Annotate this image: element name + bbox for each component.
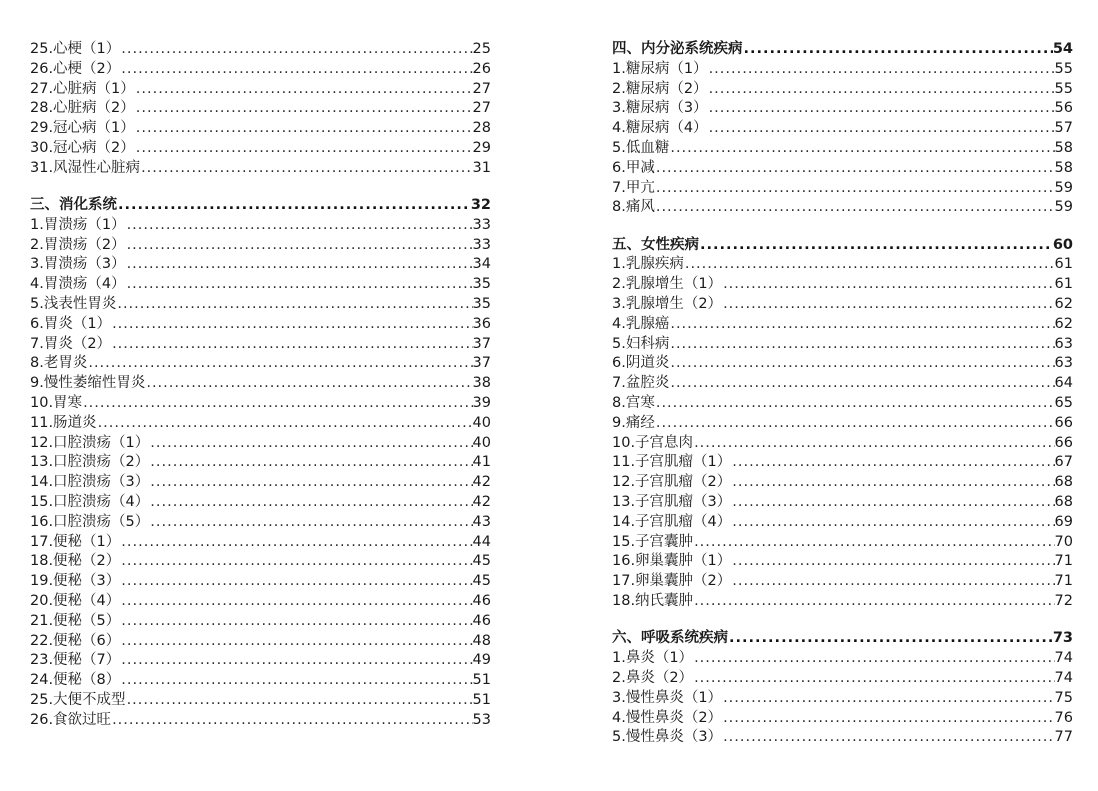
dot-leader bbox=[693, 592, 1054, 612]
dot-leader bbox=[126, 255, 473, 275]
toc-entry-title: 2.糖尿病（2） bbox=[612, 80, 708, 97]
toc-entry-page-number: 71 bbox=[1054, 553, 1073, 570]
toc-entry-title: 25.心梗（1） bbox=[30, 41, 121, 57]
toc-entry bbox=[30, 40, 491, 60]
toc-entry-page-number: 42 bbox=[472, 494, 491, 511]
dot-leader bbox=[731, 572, 1054, 592]
dot-leader bbox=[116, 295, 472, 315]
toc-entry bbox=[30, 671, 491, 691]
toc-section-heading bbox=[30, 196, 491, 216]
toc-entry-title: 12.口腔溃疡（1） bbox=[30, 434, 150, 451]
toc-entry-title: 5.妇科病 bbox=[612, 335, 670, 352]
toc-entry-title: 26.食欲过旺 bbox=[30, 711, 112, 728]
toc-entry-title: 17.便秘（1） bbox=[30, 533, 121, 550]
toc-entry bbox=[30, 255, 491, 275]
dot-leader bbox=[655, 198, 1055, 218]
toc-entry-page-number: 59 bbox=[1054, 179, 1073, 196]
toc-entry bbox=[30, 139, 491, 159]
toc-entry bbox=[612, 394, 1073, 414]
dot-leader bbox=[111, 711, 472, 731]
toc-entry-page-number: 67 bbox=[1054, 454, 1073, 471]
toc-entry-page-number: 48 bbox=[472, 632, 491, 649]
toc-entry-title: 1.胃溃疡（1） bbox=[30, 216, 126, 233]
toc-entry-title: 17.卵巢囊肿（2） bbox=[612, 573, 732, 590]
toc-entry-title: 21.便秘（5） bbox=[30, 612, 121, 629]
toc-entry-page-number: 29 bbox=[472, 139, 491, 156]
toc-section bbox=[612, 629, 1073, 748]
toc-entry-page-number: 46 bbox=[472, 612, 491, 629]
toc-entry-page-number: 35 bbox=[472, 276, 491, 293]
toc-entry-title: 18.纳氏囊肿 bbox=[612, 593, 694, 610]
toc-entry bbox=[30, 552, 491, 572]
toc-entry bbox=[612, 434, 1073, 454]
section-heading-page-number: 32 bbox=[470, 197, 491, 214]
toc-entry-page-number: 53 bbox=[472, 711, 491, 728]
dot-leader bbox=[722, 295, 1054, 315]
toc-entry-page-number: 37 bbox=[472, 355, 491, 372]
toc-entry-page-number: 69 bbox=[1054, 513, 1073, 530]
toc-entry bbox=[612, 728, 1073, 748]
dot-leader bbox=[669, 374, 1054, 394]
toc-entry-title: 30.冠心病（2） bbox=[30, 139, 135, 156]
dot-leader bbox=[120, 533, 472, 553]
toc-entry bbox=[30, 592, 491, 612]
section-heading-title: 四、内分泌系统疾病 bbox=[612, 41, 743, 57]
dot-leader bbox=[120, 651, 472, 671]
toc-entry-page-number: 42 bbox=[472, 474, 491, 491]
toc-entry-page-number: 55 bbox=[1054, 60, 1073, 77]
toc-entry-title: 5.低血糖 bbox=[612, 139, 670, 156]
toc-entry-page-number: 38 bbox=[472, 375, 491, 392]
toc-entry-title: 9.慢性萎缩性胃炎 bbox=[30, 375, 146, 392]
toc-entry bbox=[30, 453, 491, 473]
dot-leader bbox=[708, 80, 1055, 100]
toc-entry bbox=[30, 354, 491, 374]
toc-entry-title: 2.胃溃疡（2） bbox=[30, 236, 126, 253]
toc-entry bbox=[30, 374, 491, 394]
section-heading-page-number: 73 bbox=[1052, 630, 1073, 647]
toc-entry-title: 26.心梗（2） bbox=[30, 60, 121, 77]
dot-leader bbox=[120, 552, 472, 572]
dot-leader bbox=[693, 533, 1054, 553]
toc-entry-title: 3.乳腺增生（2） bbox=[612, 296, 723, 313]
toc-entry-title: 10.子宫息肉 bbox=[612, 434, 694, 451]
dot-leader bbox=[120, 592, 472, 612]
toc-entry-page-number: 63 bbox=[1054, 355, 1073, 372]
toc-entry bbox=[30, 473, 491, 493]
dot-leader bbox=[669, 315, 1054, 335]
toc-entry-page-number: 70 bbox=[1054, 533, 1073, 550]
section-heading-page-number: 60 bbox=[1052, 236, 1073, 253]
toc-entry bbox=[612, 335, 1073, 355]
toc-entry bbox=[612, 374, 1073, 394]
dot-leader bbox=[126, 236, 473, 256]
toc-column-left bbox=[30, 40, 491, 731]
toc-entry bbox=[612, 275, 1073, 295]
toc-entry bbox=[612, 159, 1073, 179]
toc-entry-page-number: 40 bbox=[472, 434, 491, 451]
toc-entry-page-number: 45 bbox=[472, 553, 491, 570]
dot-leader bbox=[731, 513, 1054, 533]
toc-entry-page-number: 58 bbox=[1054, 139, 1073, 156]
toc-entry bbox=[612, 295, 1073, 315]
toc-entry bbox=[612, 513, 1073, 533]
toc-entry-title: 1.糖尿病（1） bbox=[612, 60, 708, 77]
toc-section bbox=[30, 196, 491, 731]
toc-entry-title: 4.糖尿病（4） bbox=[612, 120, 708, 137]
toc-entry-title: 23.便秘（7） bbox=[30, 652, 121, 669]
toc-entry-page-number: 41 bbox=[472, 454, 491, 471]
toc-entry-page-number: 51 bbox=[472, 672, 491, 689]
dot-leader bbox=[120, 40, 472, 60]
dot-leader bbox=[120, 632, 472, 652]
dot-leader bbox=[722, 709, 1054, 729]
toc-entry-page-number: 31 bbox=[472, 159, 491, 176]
toc-entry bbox=[30, 295, 491, 315]
toc-entry-title: 27.心脏病（1） bbox=[30, 80, 135, 97]
dot-leader bbox=[699, 236, 1053, 256]
toc-entry bbox=[30, 493, 491, 513]
toc-entry bbox=[30, 60, 491, 80]
dot-leader bbox=[117, 196, 471, 216]
toc-entry bbox=[612, 453, 1073, 473]
toc-entry-title: 7.甲亢 bbox=[612, 179, 655, 196]
toc-section bbox=[30, 40, 491, 179]
toc-entry-title: 29.冠心病（1） bbox=[30, 120, 135, 137]
dot-leader bbox=[693, 434, 1054, 454]
dot-leader bbox=[120, 612, 472, 632]
toc-entry-page-number: 33 bbox=[472, 236, 491, 253]
toc-entry-page-number: 51 bbox=[472, 692, 491, 708]
toc-section bbox=[612, 40, 1073, 218]
toc-entry-title: 3.慢性鼻炎（1） bbox=[612, 689, 723, 706]
toc-entry-title: 10.胃寒 bbox=[30, 395, 83, 412]
toc-entry-page-number: 34 bbox=[472, 256, 491, 273]
dot-leader bbox=[135, 80, 473, 100]
toc-entry-page-number: 64 bbox=[1054, 375, 1073, 392]
toc-entry-title: 4.慢性鼻炎（2） bbox=[612, 709, 723, 726]
toc-entry bbox=[612, 119, 1073, 139]
toc-entry-title: 7.胃炎（2） bbox=[30, 335, 112, 352]
toc-column-right bbox=[612, 40, 1073, 748]
toc-entry bbox=[30, 632, 491, 652]
dot-leader bbox=[126, 275, 473, 295]
toc-entry-title: 16.卵巢囊肿（1） bbox=[612, 553, 732, 570]
dot-leader bbox=[111, 315, 472, 335]
dot-leader bbox=[149, 473, 472, 493]
toc-entry-title: 4.胃溃疡（4） bbox=[30, 276, 126, 293]
dot-leader bbox=[655, 414, 1055, 434]
toc-entry bbox=[30, 691, 491, 711]
dot-leader bbox=[708, 99, 1055, 119]
toc-entry bbox=[612, 552, 1073, 572]
dot-leader bbox=[684, 255, 1055, 275]
toc-entry-page-number: 71 bbox=[1054, 573, 1073, 590]
toc-entry bbox=[612, 669, 1073, 689]
toc-entry-page-number: 75 bbox=[1054, 689, 1073, 706]
dot-leader bbox=[693, 649, 1054, 669]
dot-leader bbox=[135, 139, 473, 159]
toc-entry-page-number: 25 bbox=[472, 41, 491, 57]
toc-entry bbox=[612, 80, 1073, 100]
toc-entry-title: 2.乳腺增生（1） bbox=[612, 276, 723, 293]
toc-entry bbox=[30, 99, 491, 119]
dot-leader bbox=[731, 493, 1054, 513]
toc-entry bbox=[30, 119, 491, 139]
toc-entry-page-number: 65 bbox=[1054, 395, 1073, 412]
dot-leader bbox=[669, 354, 1054, 374]
toc-entry-page-number: 56 bbox=[1054, 100, 1073, 117]
dot-leader bbox=[693, 669, 1054, 689]
toc-entry-page-number: 61 bbox=[1054, 276, 1073, 293]
toc-entry-title: 13.子宫肌瘤（3） bbox=[612, 494, 732, 511]
dot-leader bbox=[120, 671, 472, 691]
dot-leader bbox=[731, 473, 1054, 493]
toc-entry-title: 24.便秘（8） bbox=[30, 672, 121, 689]
dot-leader bbox=[126, 691, 473, 711]
toc-entry-page-number: 27 bbox=[472, 100, 491, 117]
dot-leader bbox=[708, 119, 1055, 139]
toc-entry bbox=[612, 592, 1073, 612]
toc-entry-page-number: 74 bbox=[1054, 669, 1073, 686]
toc-entry-page-number: 66 bbox=[1054, 434, 1073, 451]
toc-entry-page-number: 55 bbox=[1054, 80, 1073, 97]
toc-entry-title: 8.痛风 bbox=[612, 199, 655, 216]
toc-entry-title: 15.口腔溃疡（4） bbox=[30, 494, 150, 511]
toc-entry-page-number: 61 bbox=[1054, 256, 1073, 273]
toc-entry-page-number: 68 bbox=[1054, 474, 1073, 491]
toc-entry bbox=[612, 649, 1073, 669]
dot-leader bbox=[120, 60, 472, 80]
toc-entry-title: 6.阴道炎 bbox=[612, 355, 670, 372]
toc-entry bbox=[612, 179, 1073, 199]
dot-leader bbox=[97, 414, 473, 434]
toc-section-heading bbox=[612, 236, 1073, 256]
toc-entry-page-number: 76 bbox=[1054, 709, 1073, 726]
toc-section-heading bbox=[612, 40, 1073, 60]
dot-leader bbox=[655, 394, 1055, 414]
section-heading-title: 六、呼吸系统疾病 bbox=[612, 630, 728, 647]
section-heading-page-number: 54 bbox=[1052, 41, 1073, 57]
toc-entry bbox=[30, 315, 491, 335]
toc-entry-page-number: 39 bbox=[472, 395, 491, 412]
toc-entry-title: 22.便秘（6） bbox=[30, 632, 121, 649]
toc-entry-title: 8.宫寒 bbox=[612, 395, 655, 412]
toc-entry-page-number: 33 bbox=[472, 216, 491, 233]
toc-entry-title: 6.甲减 bbox=[612, 159, 655, 176]
toc-entry bbox=[30, 216, 491, 236]
toc-entry bbox=[612, 354, 1073, 374]
dot-leader bbox=[731, 552, 1054, 572]
toc-entry-title: 6.胃炎（1） bbox=[30, 315, 112, 332]
dot-leader bbox=[655, 179, 1055, 199]
toc-entry-page-number: 58 bbox=[1054, 159, 1073, 176]
toc-entry-page-number: 27 bbox=[472, 80, 491, 97]
dot-leader bbox=[743, 40, 1053, 60]
toc-entry-title: 4.乳腺癌 bbox=[612, 315, 670, 332]
toc-entry-page-number: 66 bbox=[1054, 414, 1073, 431]
dot-leader bbox=[87, 354, 472, 374]
toc-entry bbox=[612, 99, 1073, 119]
toc-section-heading bbox=[612, 629, 1073, 649]
toc-entry bbox=[30, 394, 491, 414]
toc-entry-title: 3.胃溃疡（3） bbox=[30, 256, 126, 273]
toc-entry bbox=[30, 651, 491, 671]
toc-entry-page-number: 63 bbox=[1054, 335, 1073, 352]
toc-entry bbox=[612, 709, 1073, 729]
dot-leader bbox=[120, 572, 472, 592]
toc-entry bbox=[612, 572, 1073, 592]
toc-entry-title: 14.口腔溃疡（3） bbox=[30, 474, 150, 491]
toc-entry-title: 12.子宫肌瘤（2） bbox=[612, 474, 732, 491]
toc-entry-page-number: 77 bbox=[1054, 729, 1073, 746]
dot-leader bbox=[669, 139, 1054, 159]
toc-entry-page-number: 45 bbox=[472, 573, 491, 590]
toc-entry-title: 19.便秘（3） bbox=[30, 573, 121, 590]
toc-entry bbox=[30, 236, 491, 256]
toc-entry bbox=[30, 434, 491, 454]
dot-leader bbox=[82, 394, 472, 414]
toc-entry-page-number: 43 bbox=[472, 513, 491, 530]
toc-entry-title: 15.子宫囊肿 bbox=[612, 533, 694, 550]
toc-entry-page-number: 44 bbox=[472, 533, 491, 550]
toc-entry bbox=[30, 572, 491, 592]
toc-entry bbox=[30, 275, 491, 295]
toc-entry bbox=[612, 139, 1073, 159]
toc-entry bbox=[30, 711, 491, 731]
toc-entry bbox=[612, 414, 1073, 434]
toc-entry-page-number: 37 bbox=[472, 335, 491, 352]
toc-entry-page-number: 72 bbox=[1054, 593, 1073, 610]
dot-leader bbox=[722, 275, 1054, 295]
dot-leader bbox=[135, 119, 473, 139]
toc-entry-title: 5.浅表性胃炎 bbox=[30, 296, 117, 313]
toc-entry bbox=[30, 80, 491, 100]
toc-entry-title: 11.子宫肌瘤（1） bbox=[612, 454, 732, 471]
section-heading-title: 三、消化系统 bbox=[30, 197, 117, 214]
toc-entry-title: 11.肠道炎 bbox=[30, 414, 97, 431]
dot-leader bbox=[731, 453, 1054, 473]
dot-leader bbox=[140, 159, 472, 179]
toc-entry bbox=[612, 689, 1073, 709]
toc-entry bbox=[612, 255, 1073, 275]
toc-entry-page-number: 35 bbox=[472, 296, 491, 313]
toc-entry-title: 2.鼻炎（2） bbox=[612, 669, 694, 686]
toc-entry-title: 1.鼻炎（1） bbox=[612, 650, 694, 667]
toc-entry bbox=[612, 198, 1073, 218]
toc-entry bbox=[612, 473, 1073, 493]
toc-entry bbox=[612, 533, 1073, 553]
toc-entry-title: 25.大便不成型 bbox=[30, 692, 126, 708]
dot-leader bbox=[111, 335, 472, 355]
toc-entry-page-number: 46 bbox=[472, 593, 491, 610]
toc-entry bbox=[612, 315, 1073, 335]
toc-entry-title: 28.心脏病（2） bbox=[30, 100, 135, 117]
toc-entry bbox=[30, 414, 491, 434]
toc-entry bbox=[30, 159, 491, 179]
dot-leader bbox=[728, 629, 1053, 649]
toc-entry-page-number: 26 bbox=[472, 60, 491, 77]
toc-entry-page-number: 68 bbox=[1054, 494, 1073, 511]
toc-entry bbox=[612, 60, 1073, 80]
toc-entry-title: 7.盆腔炎 bbox=[612, 375, 670, 392]
toc-entry-page-number: 36 bbox=[472, 315, 491, 332]
dot-leader bbox=[126, 216, 473, 236]
dot-leader bbox=[722, 728, 1054, 748]
toc-entry-title: 31.风湿性心脏病 bbox=[30, 159, 141, 176]
toc-entry-page-number: 62 bbox=[1054, 296, 1073, 313]
toc-entry-title: 14.子宫肌瘤（4） bbox=[612, 513, 732, 530]
toc-entry-title: 20.便秘（4） bbox=[30, 593, 121, 610]
toc-entry-page-number: 62 bbox=[1054, 315, 1073, 332]
toc-entry bbox=[30, 513, 491, 533]
toc-entry-title: 16.口腔溃疡（5） bbox=[30, 513, 150, 530]
toc-entry-title: 13.口腔溃疡（2） bbox=[30, 454, 150, 471]
dot-leader bbox=[145, 374, 472, 394]
toc-entry-page-number: 40 bbox=[472, 414, 491, 431]
dot-leader bbox=[149, 513, 472, 533]
dot-leader bbox=[669, 335, 1054, 355]
section-heading-title: 五、女性疾病 bbox=[612, 236, 699, 253]
toc-entry-title: 3.糖尿病（3） bbox=[612, 100, 708, 117]
toc-entry bbox=[30, 335, 491, 355]
toc-entry-title: 5.慢性鼻炎（3） bbox=[612, 729, 723, 746]
dot-leader bbox=[722, 689, 1054, 709]
toc-entry-title: 8.老胃炎 bbox=[30, 355, 88, 372]
dot-leader bbox=[149, 453, 472, 473]
toc-section bbox=[612, 236, 1073, 612]
toc-entry-title: 9.痛经 bbox=[612, 414, 655, 431]
dot-leader bbox=[655, 159, 1055, 179]
dot-leader bbox=[708, 60, 1055, 80]
toc-entry-page-number: 59 bbox=[1054, 199, 1073, 216]
toc-entry-page-number: 57 bbox=[1054, 120, 1073, 137]
toc-entry-title: 1.乳腺疾病 bbox=[612, 256, 684, 273]
toc-entry-title: 18.便秘（2） bbox=[30, 553, 121, 570]
dot-leader bbox=[135, 99, 473, 119]
toc-entry-page-number: 49 bbox=[472, 652, 491, 669]
dot-leader bbox=[149, 493, 472, 513]
toc-entry bbox=[612, 493, 1073, 513]
dot-leader bbox=[149, 434, 472, 454]
toc-entry bbox=[30, 533, 491, 553]
toc-entry-page-number: 28 bbox=[472, 120, 491, 137]
toc-entry-page-number: 74 bbox=[1054, 650, 1073, 667]
toc-entry bbox=[30, 612, 491, 632]
